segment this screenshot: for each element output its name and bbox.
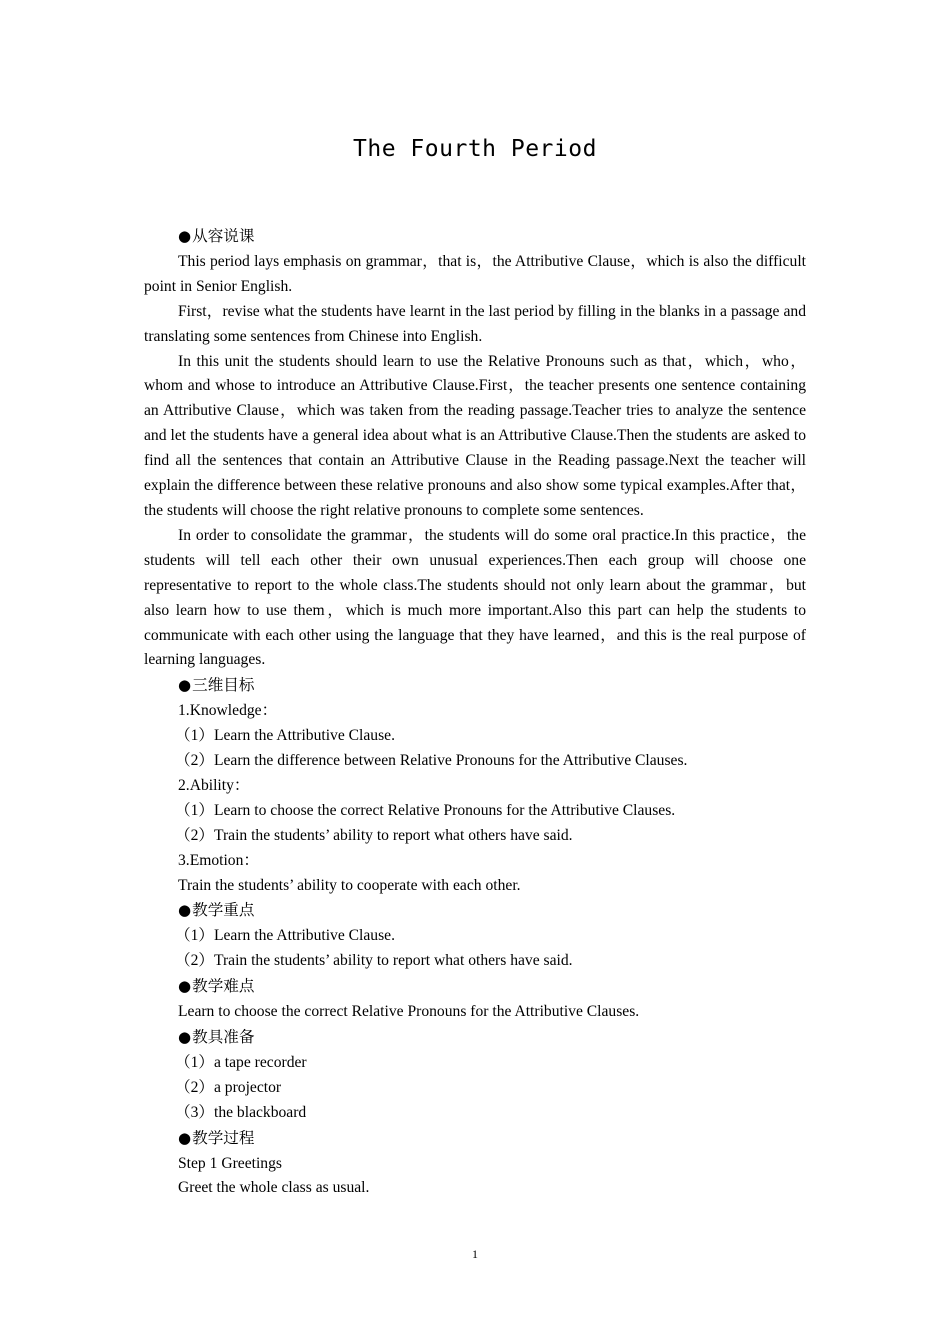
emotion-title: 3.Emotion： [178,851,259,869]
bullet-icon: ● [178,676,192,695]
section-heading-procedure [144,1126,806,1152]
list-item: （2）a projector [175,1078,282,1096]
paragraph: In order to consolidate the grammar，the students will do some oral practice.In this practice，the students will tell each other their own unusual experiences.Then each group will choose one representative to report to the whole class.The students should not only learn about the grammar，but also learn how to use them，which is much more important.Also this part can help the students to communicate with each other using the language that they have learned，and this is the real purpose of learning languages. [144,526,806,669]
bullet-icon: ● [178,901,192,920]
knowledge-title: 1.Knowledge： [178,702,278,720]
paragraph: This period lays emphasis on grammar，that is，the Attributive Clause，which is also the difficult point in Senior English. [144,252,806,295]
list-item: （3）the blackboard [175,1103,307,1121]
section-heading-text: 教学过程 [192,1129,255,1147]
section-heading-objectives [144,673,806,699]
list-item: （2）Train the students’ ability to report what others have said. [175,826,573,844]
section-heading-teaching-aids [144,1025,806,1051]
section-heading-difficult-points [144,974,806,1000]
list-item: （2）Train the students’ ability to report what others have said. [175,952,573,970]
bullet-icon: ● [178,1028,192,1046]
bullet-icon: ● [178,1128,192,1147]
document-body [144,224,806,1201]
page-number: 1 [472,1247,478,1261]
section-heading-key-points [144,898,806,924]
section-heading-text: 教学重点 [192,902,255,920]
section-heading-intro [144,224,806,250]
difficult-points-text: Learn to choose the correct Relative Pronouns for the Attributive Clauses. [178,1003,640,1021]
section-heading-text: 从容说课 [192,228,255,245]
step-title: Step 1 Greetings [178,1154,282,1172]
list-item: （1）Learn to choose the correct Relative Pronouns for the Attributive Clauses. [175,801,676,819]
paragraph: In this unit the students should learn to use the Relative Pronouns such as that，which，who，whom and whose to introduce an Attributive Clause.First，the teacher presents one sentence containing an Attributive Clause，which was taken from the reading passage.Teacher tries to analyze the sentence and let the students have a general idea about what is an Attributive Clause.Then the students are asked to find all the sentences that contain an Attributive Clause in the Reading passage.Next the teacher will explain the difference between these relative pronouns and also show some typical examples.After that，the students will choose the right relative pronouns to complete some sentences. [144,352,806,519]
page-title: The Fourth Period [353,136,597,162]
list-item: （1）a tape recorder [175,1053,307,1071]
section-heading-text: 教学难点 [192,978,255,996]
list-item: （1）Learn the Attributive Clause. [175,927,395,945]
paragraph: First，revise what the students have learnt in the last period by filling in the blanks in a passage and translating some sentences from Chinese into English. [144,302,806,345]
section-heading-text: 三维目标 [192,677,255,695]
bullet-icon: ● [178,227,192,245]
list-item: （2）Learn the difference between Relative Pronouns for the Attributive Clauses. [175,752,688,770]
ability-title: 2.Ability： [178,776,250,794]
emotion-text: Train the students’ ability to cooperate with each other. [178,876,521,894]
list-item: （1）Learn the Attributive Clause. [175,727,395,745]
step-text: Greet the whole class as usual. [178,1179,370,1197]
section-heading-text: 教具准备 [192,1029,255,1046]
bullet-icon: ● [178,977,192,996]
